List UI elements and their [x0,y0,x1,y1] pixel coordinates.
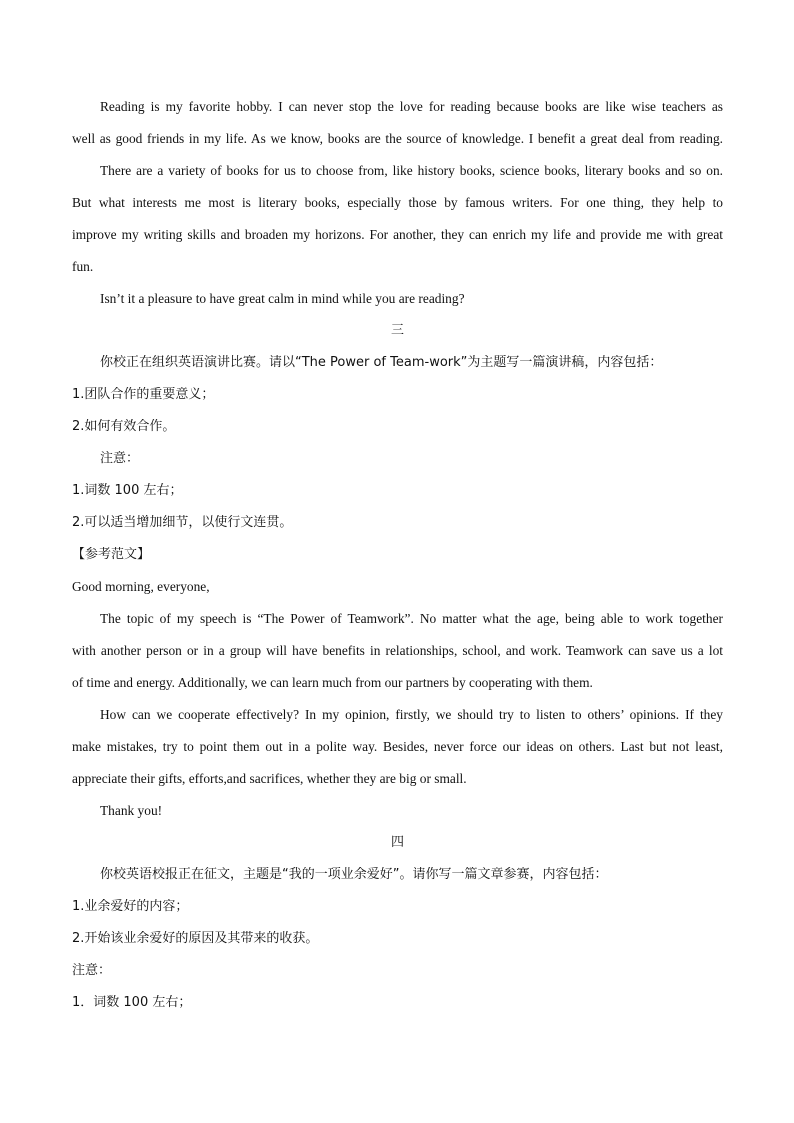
section4-heading: 四 [390,835,404,850]
reading-para3: Isn’t it a pleasure to have great calm in mind while you are reading? [100,291,465,306]
speech-para1-line1: The topic of my speech is “The Power of Teamwork”. No matter what the age, being able to work together [100,611,723,626]
section3-note-2: 2.可以适当增加细节，以使行文连贯。 [72,515,293,530]
reading-para2-line1: There are a variety of books for us to choose from, like history books, science books, literary books and so on. [100,163,723,178]
section4-prompt: 你校英语校报正在征文，主题是“我的一项业余爱好”。请你写一篇文章参赛，内容包括： [100,867,608,882]
speech-para2-line2: make mistakes, try to point them out in a polite way. Besides, never force our ideas on others. Last but not least, [72,739,723,754]
speech-para2-line1: How can we cooperate effectively? In my opinion, firstly, we should try to listen to others’ opinions. If they [100,707,723,722]
section4-note-label: 注意： [72,963,112,978]
speech-closing: Thank you! [100,803,163,818]
section3-note-1: 1.词数 100 左右； [72,483,183,498]
section4-requirement-1: 1.业余爱好的内容； [72,899,189,914]
reading-para2-line3: improve my writing skills and broaden my horizons. For another, they can enrich my life and provide me with great [72,227,723,242]
section4-requirement-2: 2.开始该业余爱好的原因及其带来的收获。 [72,931,319,946]
speech-para2-line3: appreciate their gifts, efforts,and sacrifices, whether they are big or small. [72,771,467,786]
section3-note-label: 注意： [100,451,140,466]
section3-requirement-1: 1.团队合作的重要意义； [72,387,215,402]
section3-reference-label: 【参考范文】 [72,547,151,562]
reading-para2-line4: fun. [72,259,94,274]
section3-heading: 三 [390,323,404,338]
section4-note-1: 1．词数 100 左右； [72,995,192,1010]
section3-prompt: 你校正在组织英语演讲比赛。请以“The Power of Team-work”为主题写一篇演讲稿，内容包括： [100,355,663,370]
reading-para1-line2: well as good friends in my life. As we know, books are the source of knowledge. I benefit a great deal from reading. [72,131,723,146]
speech-para1-line3: of time and energy. Additionally, we can learn much from our partners by cooperating with them. [72,675,593,690]
reading-para2-line2: But what interests me most is literary books, especially those by famous writers. For one thing, they help to [72,195,723,210]
section3-requirement-2: 2.如何有效合作。 [72,419,176,434]
speech-para1-line2: with another person or in a group will have benefits in relationships, school, and work. Teamwork can save us a lot [72,643,723,658]
reading-para1-line1: Reading is my favorite hobby. I can never stop the love for reading because books are like wise teachers as [100,99,723,114]
document-page [72,99,723,1027]
speech-greeting: Good morning, everyone, [72,579,210,594]
